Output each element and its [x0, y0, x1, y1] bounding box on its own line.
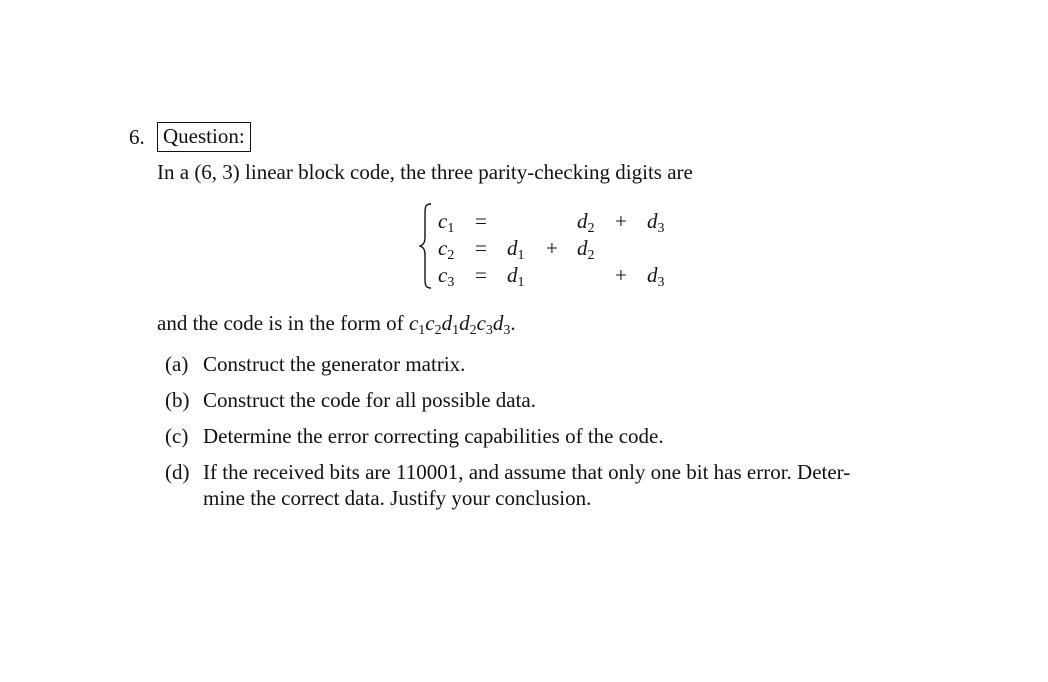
code-form-line [157, 311, 516, 338]
equation-operator: + [615, 209, 627, 233]
left-brace-icon [419, 203, 433, 289]
equation-operator: + [615, 263, 627, 287]
part-a [165, 354, 465, 375]
question-intro: In a (6, 3) linear block code, the three parity-checking digits are [157, 160, 693, 184]
question-number: 6. [129, 125, 145, 149]
code-form-end: . [510, 311, 516, 335]
code-form-expression [408, 311, 511, 338]
equation-operator: = [475, 263, 487, 287]
equation-term: d2 [577, 209, 595, 236]
part-b [165, 390, 536, 411]
equation-term: d2 [577, 236, 595, 263]
part-label: (c) [165, 424, 189, 448]
part-d-continuation: mine the correct data. Justify your conclusion. [203, 486, 592, 510]
part-d [165, 462, 850, 483]
part-label: (b) [165, 388, 190, 412]
code-form-term: d2 [459, 311, 477, 338]
equation-term: d1 [507, 263, 525, 290]
code-form-term: d3 [492, 311, 511, 338]
part-text: Determine the error correcting capabilities of the code. [203, 424, 664, 448]
part-text: If the received bits are 110001, and assume that only one bit has error. Deter- [203, 460, 851, 484]
part-c [165, 426, 664, 447]
equation-term: c1 [438, 209, 455, 236]
equation-term: c2 [438, 236, 455, 263]
code-form-text: and the code is in the form of [157, 311, 404, 335]
code-form-term: c2 [425, 311, 442, 338]
equation-term: c3 [438, 263, 455, 290]
part-text: Construct the generator matrix. [203, 352, 466, 376]
equation-term: d3 [647, 263, 665, 290]
question-header: Question: [163, 124, 245, 148]
part-label: (d) [165, 460, 190, 484]
part-label: (a) [165, 352, 189, 376]
part-text: Construct the code for all possible data. [203, 388, 536, 412]
code-form-term: c1 [408, 311, 426, 338]
question-header-box [157, 122, 251, 152]
equation-term: d3 [647, 209, 665, 236]
equation-operator: = [475, 236, 487, 260]
code-form-term: c3 [476, 311, 493, 338]
equation-term: d1 [507, 236, 525, 263]
equation-operator: = [475, 209, 487, 233]
code-form-term: d1 [441, 311, 460, 338]
equation-operator: + [546, 236, 558, 260]
